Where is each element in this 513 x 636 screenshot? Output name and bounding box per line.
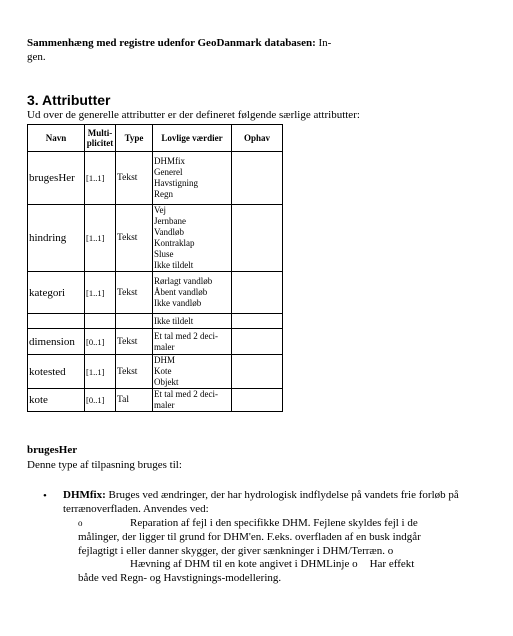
cell-name: dimension [28,329,85,355]
cell-ophav [232,152,283,205]
sub2-line1: Hævning af DHM til en kote angivet i DHMLinje o [130,558,358,570]
value-item: Åbent vandløb [154,287,208,297]
value-item: Havstigning [154,178,198,188]
sub-item-haevning [78,557,498,585]
dhmfix-label: DHMfix: [63,489,106,501]
sub1-line3: fejlagtigt i eller danner skygger, der giver sænkninger i DHM/Terræn. o [78,545,394,557]
table-row [28,314,283,329]
header-values: Lovlige værdier [153,125,232,152]
cell-type: Tekst [116,355,153,389]
cell-type: Tal [116,389,153,412]
intro-rest: In- [315,37,332,49]
table-row [28,389,283,412]
header-multiplicitet: Multi- plicitet [85,125,116,152]
cell-multiplicity: [0..1] [85,389,116,412]
table-row [28,355,283,389]
section-heading: 3. Attributter [27,92,111,108]
sub-item-reparation [78,516,498,558]
cell-type: Tekst [116,205,153,272]
cell-multiplicity: [1..1] [85,152,116,205]
value-item: Objekt [154,377,179,387]
sub2-line1b: Har effekt [369,558,415,570]
table-row [28,152,283,205]
cell-ophav [232,272,283,314]
value-item: Ikke vandløb [154,298,202,308]
cell-name: kategori [28,272,85,314]
cell-values [153,272,232,314]
cell-type: Tekst [116,152,153,205]
value-item: DHM [154,355,176,365]
value-item: Et tal med 2 deci- [154,389,218,399]
table-header-row [28,125,283,152]
cell-name: kote [28,389,85,412]
cell-name [28,314,85,329]
value-item: Kontraklap [154,238,195,248]
table-row [28,205,283,272]
subsection-lead: Denne type af tilpasning bruges til: [27,459,182,471]
cell-values [153,329,232,355]
cell-ophav [232,329,283,355]
value-item: Ikke tildelt [154,260,194,270]
value-item: maler [154,400,175,410]
cell-type: Tekst [116,272,153,314]
value-item: Vandløb [154,227,184,237]
cell-multiplicity [85,314,116,329]
cell-multiplicity: [0..1] [85,329,116,355]
sub1-line2: målinger, der ligger til grund for DHM'en. F.eks. overfladen af en busk indgår [78,531,421,543]
table-row [28,329,283,355]
cell-type: Tekst [116,329,153,355]
intro-line2: gen. [27,51,46,63]
header-ophav: Ophav [232,125,283,152]
cell-name: brugesHer [28,152,85,205]
value-item: Regn [154,189,173,199]
dhmfix-item [63,488,503,516]
value-item: Jernbane [154,216,186,226]
dhmfix-text-1: Bruges ved ændringer, der har hydrologisk indflydelse på vandets frie forløb på [105,489,459,501]
table-row [28,272,283,314]
sub-bullet: o [78,518,83,528]
header-type: Type [116,125,153,152]
sub2-line2: både ved Regn- og Havstignings-modellering. [78,572,282,584]
cell-values [153,205,232,272]
cell-ophav [232,314,283,329]
cell-multiplicity: [1..1] [85,355,116,389]
bullet-marker: • [43,490,47,502]
section-lead: Ud over de generelle attributter er der defineret følgende særlige attributter: [27,109,360,121]
attribute-table [27,124,283,412]
value-item: DHMfix [154,156,185,166]
intro-bold: Sammenhæng med registre udenfor GeoDanmark databasen: [27,37,316,49]
cell-name: hindring [28,205,85,272]
sub1-line1: Reparation af fejl i den specifikke DHM. Fejlene skyldes fejl i de [130,517,418,529]
intro-paragraph [27,36,367,64]
cell-ophav [232,205,283,272]
value-item: Rørlagt vandløb [154,276,213,286]
value-item: Et tal med 2 deci- [154,330,218,341]
cell-multiplicity: [1..1] [85,272,116,314]
cell-name: kotested [28,355,85,389]
cell-values [153,389,232,412]
value-item: Sluse [154,249,174,259]
cell-type [116,314,153,329]
value-item: Vej [154,205,166,215]
cell-ophav [232,389,283,412]
value-item: Kote [154,366,172,376]
value-item: Ikke tildelt [154,315,194,326]
value-item: Generel [154,167,183,177]
subsection-heading: brugesHer [27,444,78,456]
cell-values [153,355,232,389]
header-navn: Navn [28,125,85,152]
dhmfix-text-2: terrænoverfladen. Anvendes ved: [63,503,209,515]
cell-values [153,152,232,205]
cell-ophav [232,355,283,389]
cell-multiplicity: [1..1] [85,205,116,272]
value-item: maler [154,341,175,352]
cell-values [153,314,232,329]
